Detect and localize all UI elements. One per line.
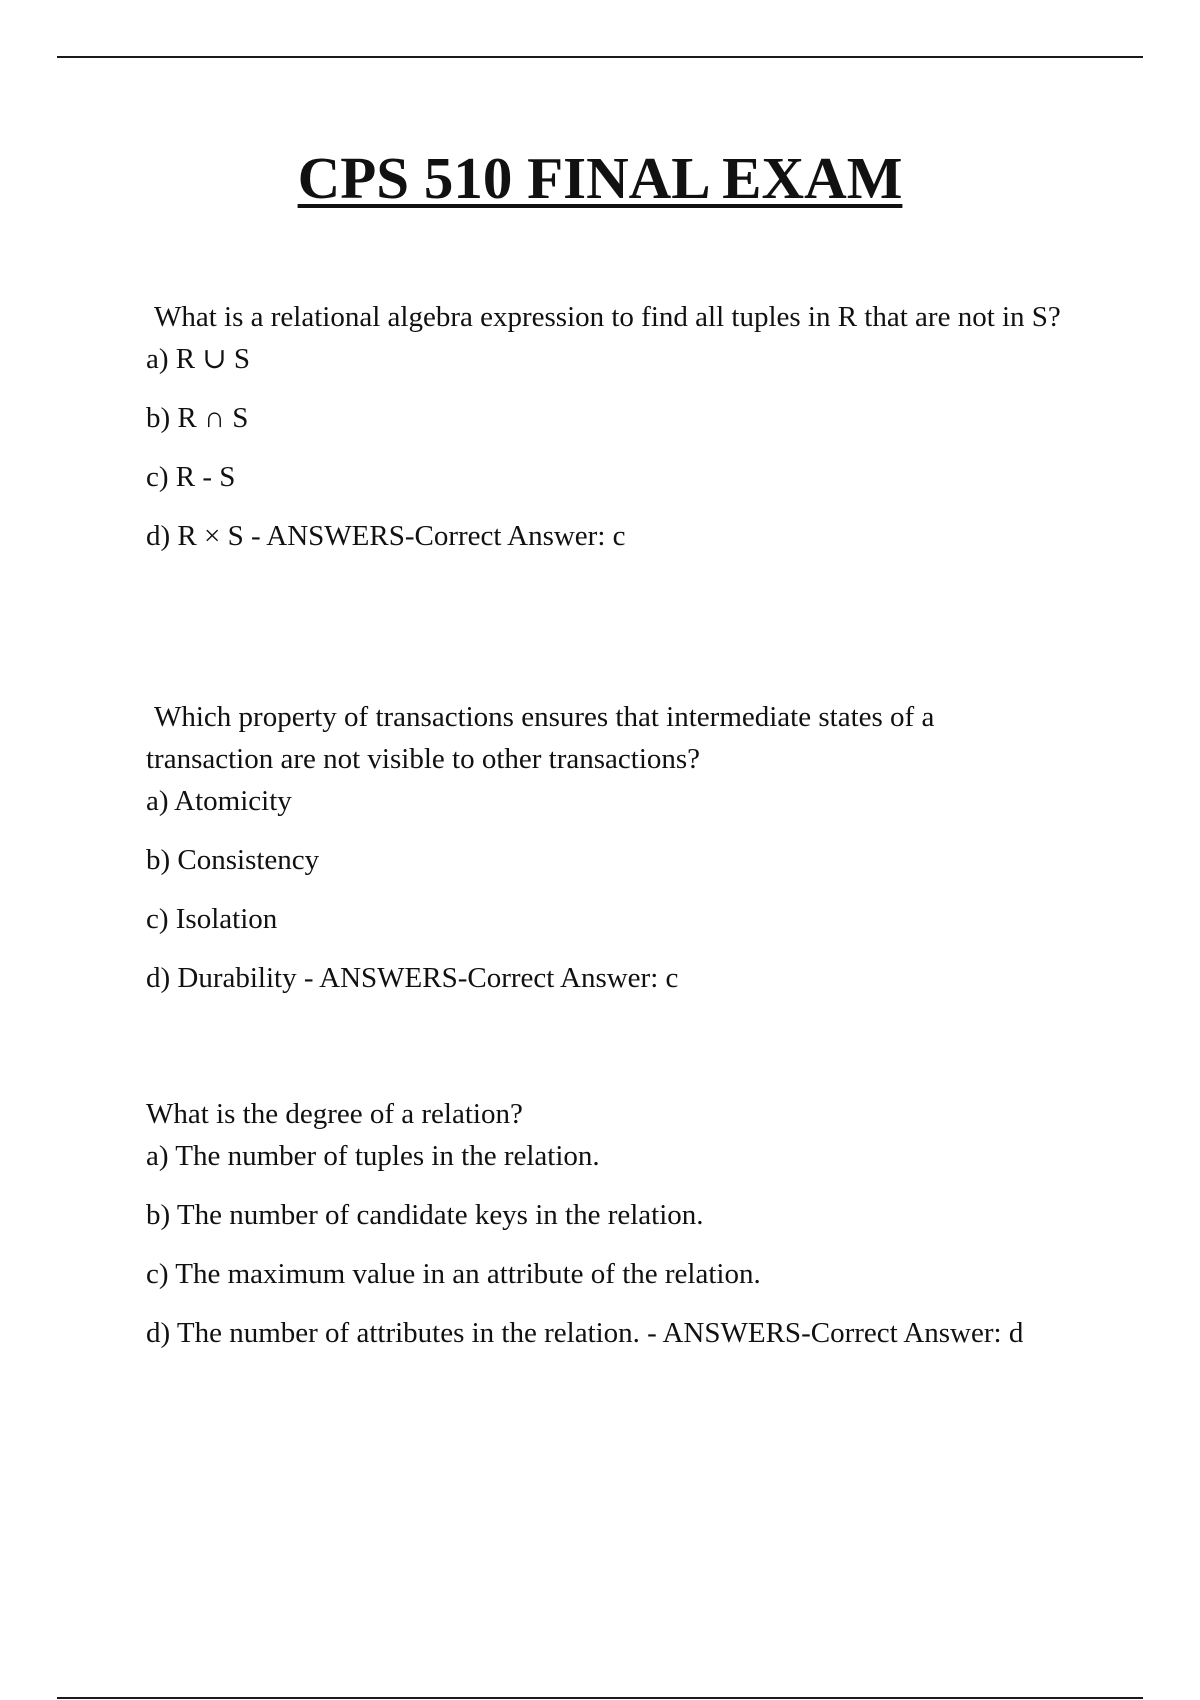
option-c: c) R - S [146, 461, 236, 493]
option-d-with-answer: d) Durability - ANSWERS-Correct Answer: c [146, 962, 679, 994]
question-text: What is the degree of a relation? [146, 1098, 523, 1130]
question-block-1 [146, 296, 1066, 574]
option-a: a) R ∪ S [146, 343, 251, 375]
option-d-with-answer: d) R × S - ANSWERS-Correct Answer: c [146, 520, 626, 552]
question-text: Which property of transactions ensures that intermediate states of a transaction are not visible to other transactions? [146, 701, 935, 775]
top-divider [57, 56, 1143, 58]
option-b: b) Consistency [146, 844, 320, 876]
option-c: c) Isolation [146, 903, 278, 935]
option-c: c) The maximum value in an attribute of the relation. [146, 1258, 761, 1290]
question-block-2 [146, 696, 1066, 1016]
question-block-3 [146, 1093, 1066, 1371]
option-d-with-answer: d) The number of attributes in the relation. - ANSWERS-Correct Answer: d [146, 1317, 1024, 1349]
bottom-divider [57, 1697, 1143, 1699]
option-a: a) Atomicity [146, 785, 292, 817]
question-text: What is a relational algebra expression to find all tuples in R that are not in S? [154, 301, 1061, 333]
option-a: a) The number of tuples in the relation. [146, 1140, 600, 1172]
page-title-text: CPS 510 FINAL EXAM [297, 145, 903, 211]
option-b: b) R ∩ S [146, 402, 249, 434]
page-title [0, 145, 1200, 211]
option-b: b) The number of candidate keys in the relation. [146, 1199, 704, 1231]
